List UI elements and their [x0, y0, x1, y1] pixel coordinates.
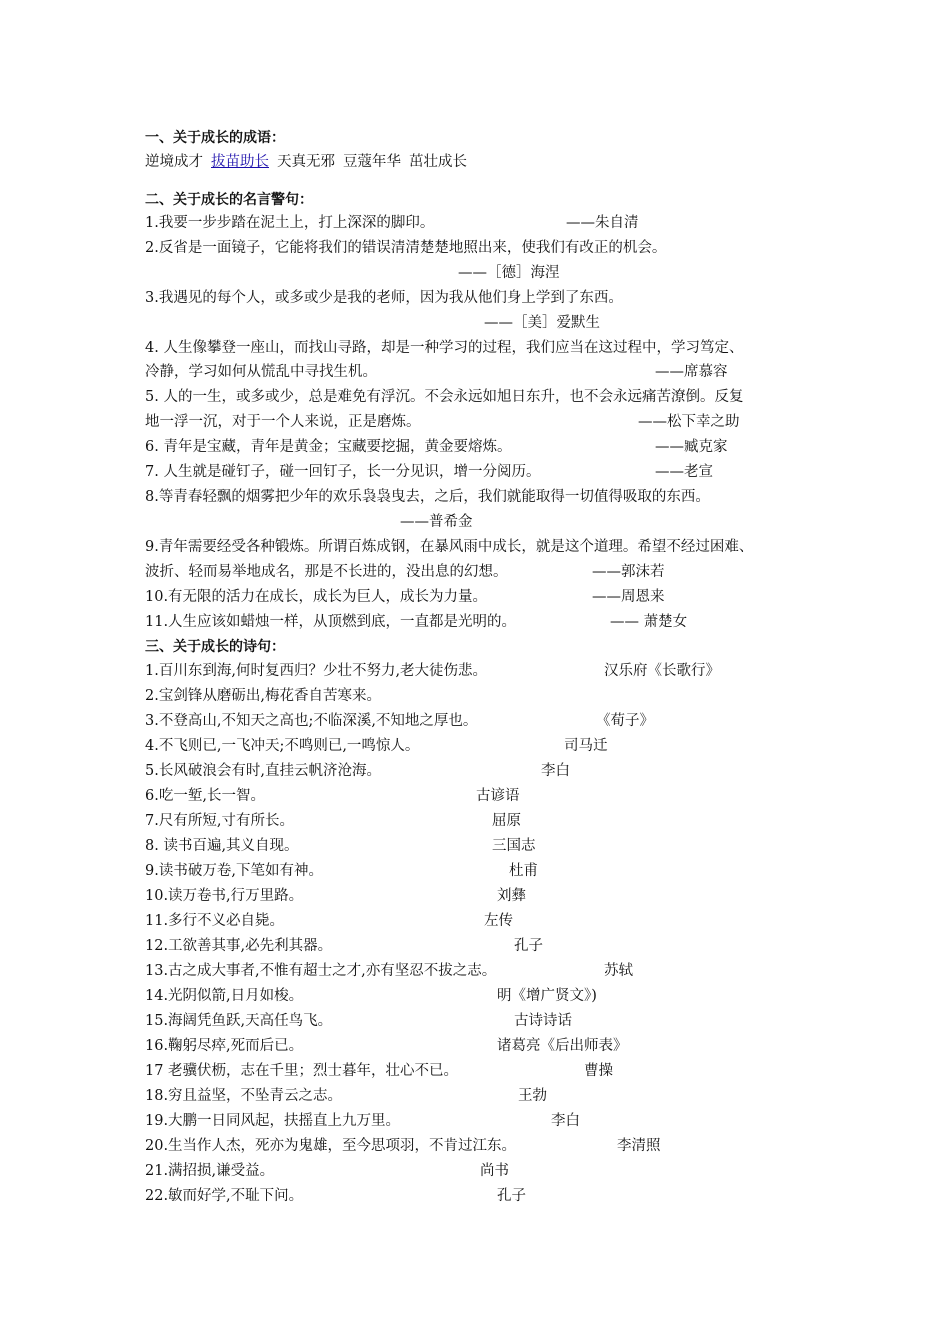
poem-line: 1.百川东到海,何时复西归？少壮不努力,老大徒伤悲。 [145, 663, 488, 679]
quote-text: 地一浮一沉，对于一个人来说，正是磨炼。 [145, 414, 421, 430]
poem-line: 8. 读书百遍,其义自现。 [145, 838, 299, 854]
poem-line: 11.多行不义必自毙。 [145, 913, 285, 929]
poem-line: 2.宝剑锋从磨砺出,梅花香自苦寒来。 [145, 688, 381, 704]
idiom-item: 豆蔻年华 [343, 154, 401, 170]
quote-text: 冷静，学习如何从慌乱中寻找生机。 [145, 364, 377, 380]
poem-source: 《荀子》 [596, 713, 654, 729]
idiom-item: 逆境成才 [145, 154, 203, 170]
poem-source: 李白 [551, 1113, 580, 1129]
quote-author: ——周恩来 [592, 589, 665, 605]
poem-source: 尚书 [480, 1163, 509, 1179]
poem-source: 李清照 [617, 1138, 661, 1154]
poem-source: 明《增广贤文》) [497, 988, 597, 1004]
poem-source: 司马迁 [564, 738, 608, 754]
quote-author: ——老宣 [655, 464, 713, 480]
poem-line: 9.读书破万卷,下笔如有神。 [145, 863, 323, 879]
poem-line: 5.长风破浪会有时,直挂云帆济沧海。 [145, 763, 381, 779]
poem-line: 7.尺有所短,寸有所长。 [145, 813, 294, 829]
section2-heading: 二、关于成长的名言警句： [145, 192, 313, 208]
section3-heading: 三、关于成长的诗句： [145, 639, 285, 655]
quote-author: ——臧克家 [655, 439, 728, 455]
quote-author: ——松下幸之助 [638, 414, 740, 430]
poem-source: 杜甫 [509, 863, 538, 879]
poem-line: 13.古之成大事者,不惟有超士之才,亦有坚忍不拔之志。 [145, 963, 497, 979]
idiom-list [145, 152, 475, 172]
poem-source: 王勃 [518, 1088, 547, 1104]
poem-line: 10.读万卷书,行万里路。 [145, 888, 304, 904]
quote-author: ——［德］海涅 [458, 265, 560, 281]
poem-source: 曹操 [584, 1063, 613, 1079]
section1-heading: 一、关于成长的成语： [145, 130, 285, 146]
poem-line: 20.生当作人杰，死亦为鬼雄，至今思项羽，不肯过江东。 [145, 1138, 517, 1154]
quote-text: 8.等青春轻飘的烟雾把少年的欢乐袅袅曳去，之后，我们就能取得一切值得吸取的东西。 [145, 489, 710, 505]
poem-source: 孔子 [497, 1188, 526, 1204]
idiom-item: 茁壮成长 [409, 154, 467, 170]
poem-line: 6.吃一堑,长一智。 [145, 788, 265, 804]
poem-source: 汉乐府《长歌行》 [604, 663, 720, 679]
poem-line: 14.光阴似箭,日月如梭。 [145, 988, 304, 1004]
idiom-item: 天真无邪 [277, 154, 335, 170]
quote-text: 5. 人的一生，或多或少，总是难免有浮沉。不会永远如旭日东升，也不会永远痛苦潦倒。反复 [145, 389, 744, 405]
poem-source: 古谚语 [476, 788, 520, 804]
poem-line: 18.穷且益坚，不坠青云之志。 [145, 1088, 343, 1104]
quote-author: ——［美］爱默生 [484, 315, 600, 331]
quote-text: 4. 人生像攀登一座山，而找山寻路，却是一种学习的过程，我们应当在这过程中，学习笃定、 [145, 340, 744, 356]
poem-source: 诸葛亮《后出师表》 [497, 1038, 628, 1054]
poem-line: 4.不飞则已,一飞冲天;不鸣则已,一鸣惊人。 [145, 738, 420, 754]
quote-text: 10.有无限的活力在成长，成长为巨人，成长为力量。 [145, 589, 488, 605]
poem-source: 左传 [484, 913, 513, 929]
quote-author: ——普希金 [400, 514, 473, 530]
quote-text: 9.青年需要经受各种锻炼。所谓百炼成钢，在暴风雨中成长，就是这个道理。希望不经过困难、 [145, 539, 754, 555]
quote-text: 7. 人生就是碰钉子，碰一回钉子，长一分见识，增一分阅历。 [145, 464, 541, 480]
quote-text: 11.人生应该如蜡烛一样，从顶燃到底，一直都是光明的。 [145, 614, 517, 630]
quote-author: ——郭沫若 [592, 564, 665, 580]
poem-source: 三国志 [492, 838, 536, 854]
poem-line: 19.大鹏一日同风起，扶摇直上九万里。 [145, 1113, 401, 1129]
poem-line: 21.满招损,谦受益。 [145, 1163, 275, 1179]
poem-line: 17 老骥伏枥，志在千里；烈士暮年，壮心不已。 [145, 1063, 459, 1079]
poem-line: 15.海阔凭鱼跃,天高任鸟飞。 [145, 1013, 333, 1029]
quote-text: 2.反省是一面镜子，它能将我们的错误清清楚楚地照出来，使我们有改正的机会。 [145, 240, 667, 256]
quote-text: 1.我要一步步踏在泥土上，打上深深的脚印。 [145, 215, 435, 231]
poem-line: 12.工欲善其事,必先利其器。 [145, 938, 333, 954]
quote-author: —— 萧楚女 [610, 614, 688, 630]
idiom-link[interactable]: 拔苗助长 [211, 154, 269, 170]
quote-author: ——朱自清 [566, 215, 639, 231]
poem-source: 刘彝 [497, 888, 526, 904]
poem-source: 古诗诗话 [514, 1013, 572, 1029]
quote-author: ——席慕容 [655, 364, 728, 380]
poem-line: 16.鞠躬尽瘁,死而后已。 [145, 1038, 304, 1054]
poem-source: 孔子 [514, 938, 543, 954]
quote-text: 6. 青年是宝藏，青年是黄金；宝藏要挖掘，黄金要熔炼。 [145, 439, 512, 455]
poem-source: 苏轼 [604, 963, 633, 979]
poem-line: 3.不登高山,不知天之高也;不临深溪,不知地之厚也。 [145, 713, 478, 729]
poem-line: 22.敏而好学,不耻下问。 [145, 1188, 304, 1204]
poem-source: 屈原 [492, 813, 521, 829]
quote-text: 波折、轻而易举地成名，那是不长进的，没出息的幻想。 [145, 564, 508, 580]
quote-text: 3.我遇见的每个人，或多或少是我的老师，因为我从他们身上学到了东西。 [145, 290, 623, 306]
poem-source: 李白 [541, 763, 570, 779]
